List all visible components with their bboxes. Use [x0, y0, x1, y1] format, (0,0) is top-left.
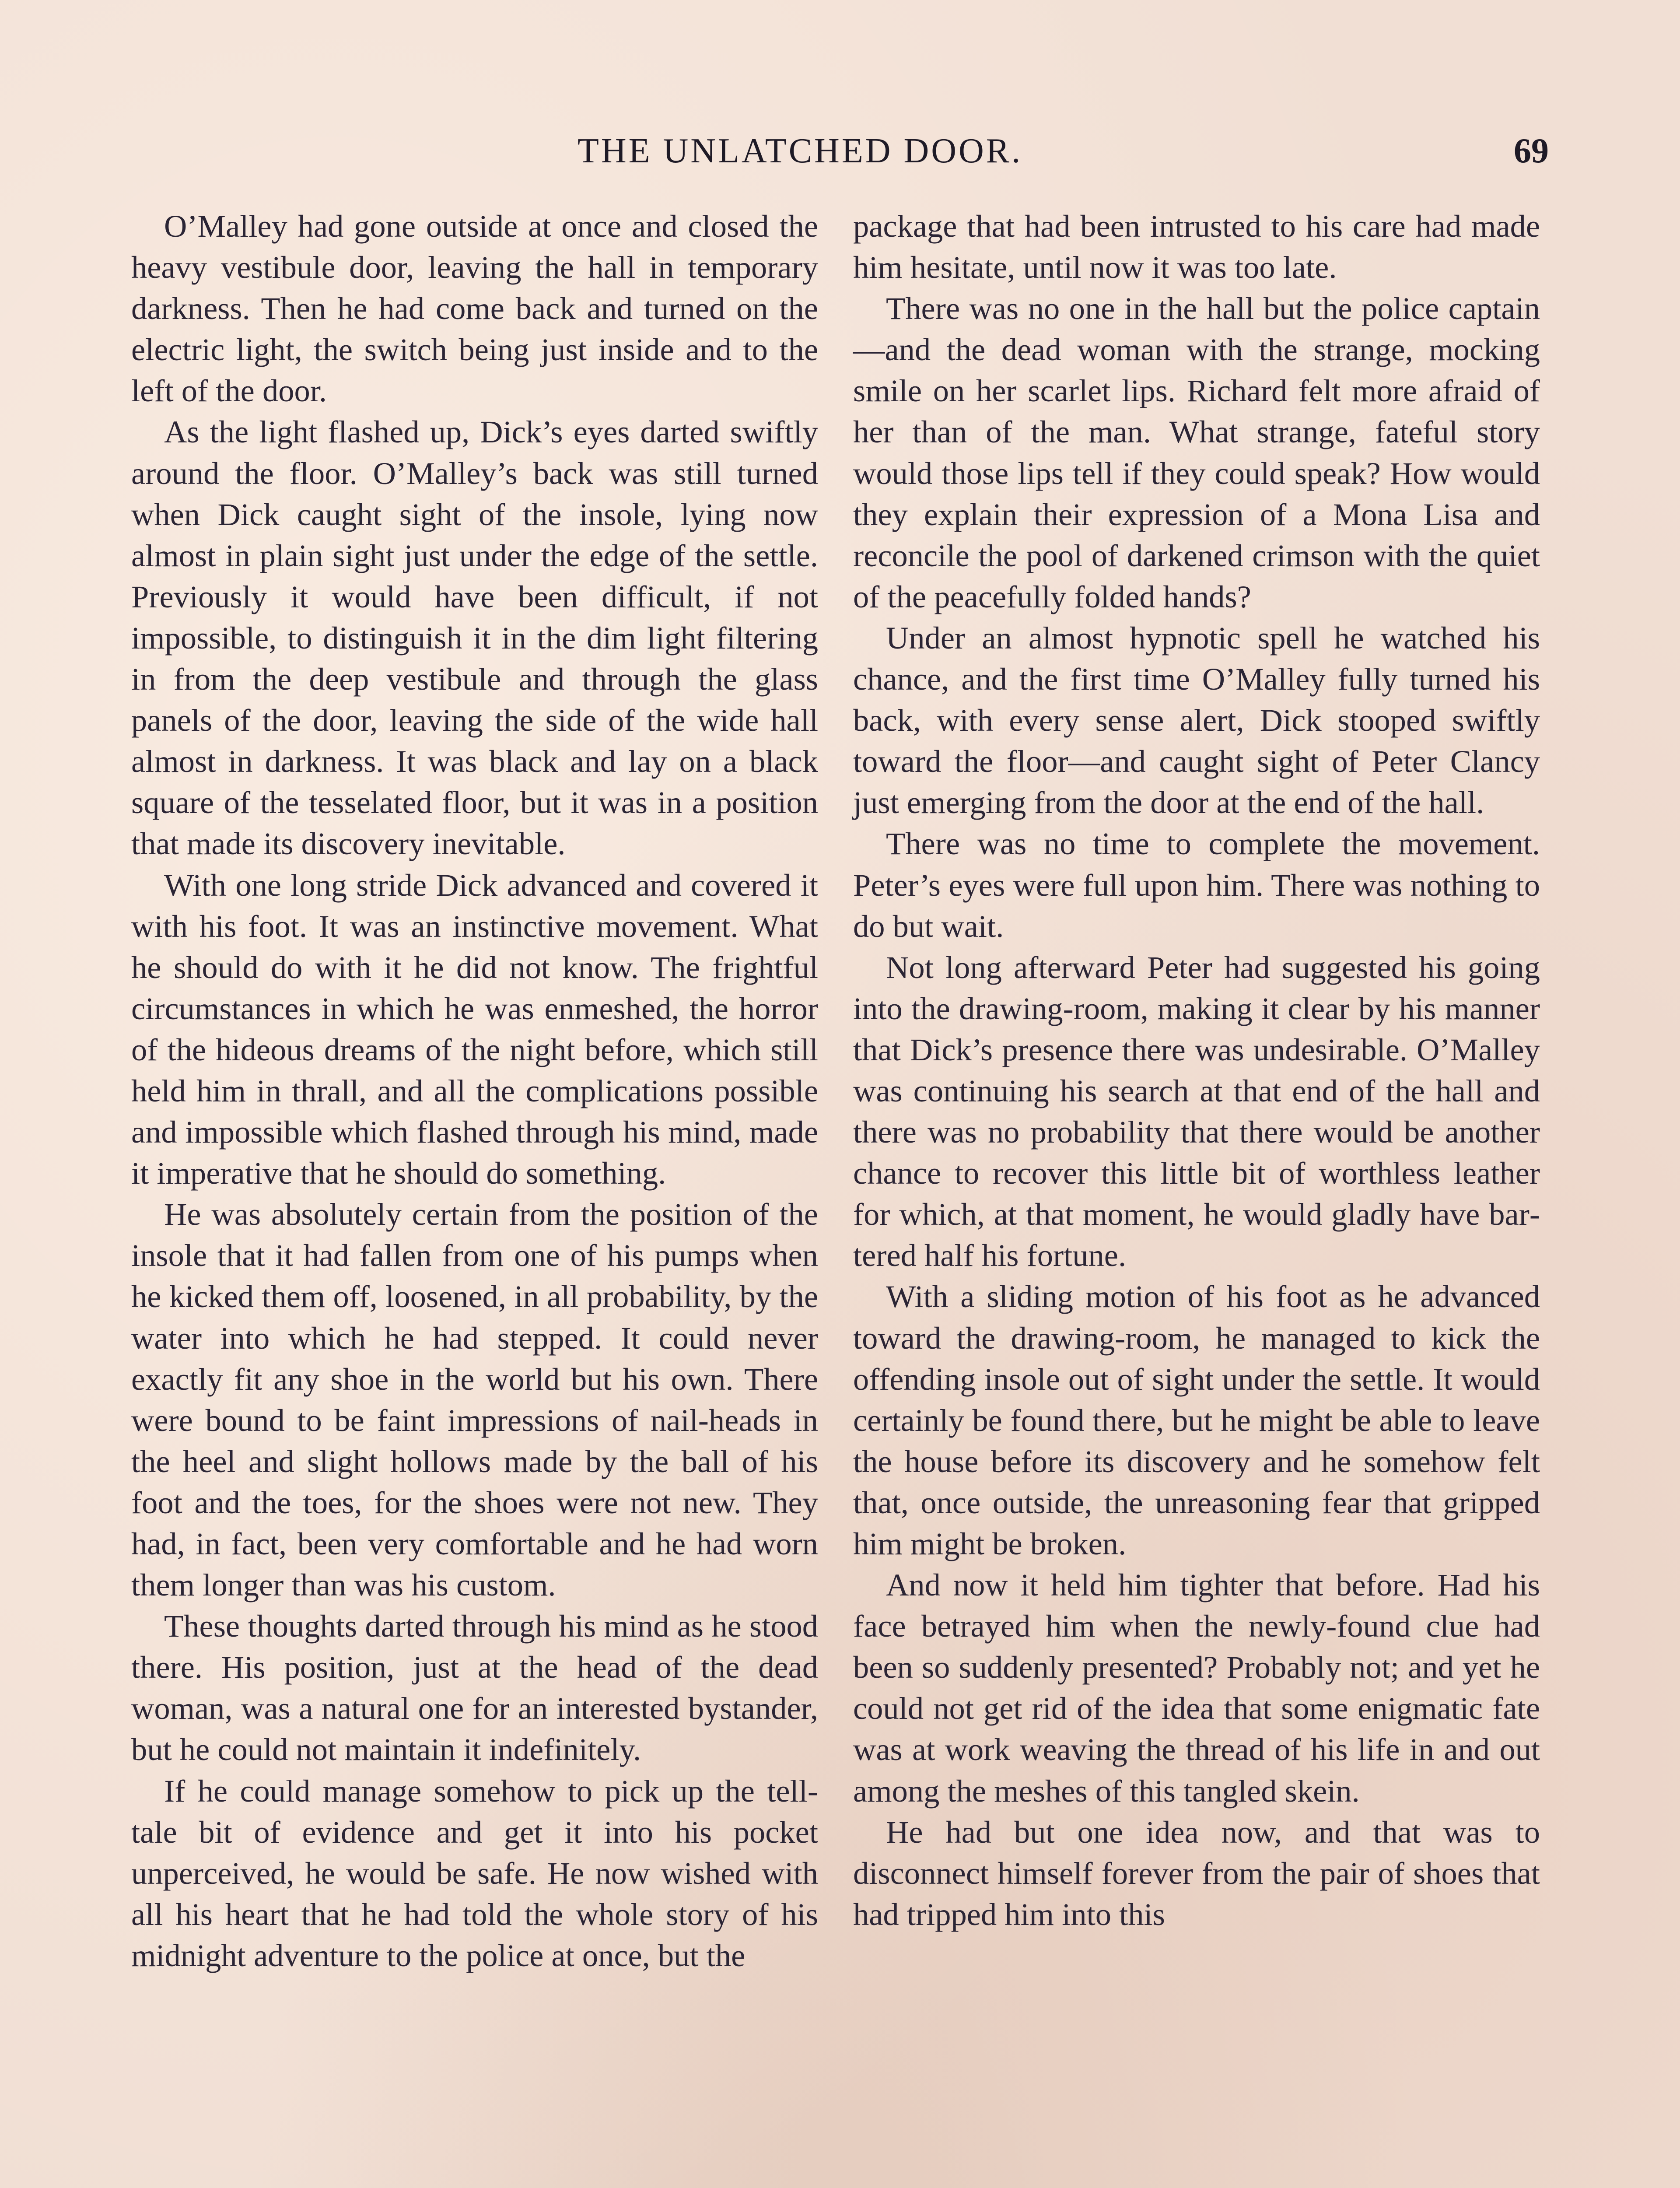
paragraph: He was absolutely certain from the position of the insole that it had fallen from one of his pumps when he kicked them off, loosened, in all probability, by the water into which he had stepped. It could never exactly fit any shoe in the world but his own. There were bound to be faint impressions of nail-heads in the heel and slight hollows made by the ball of his foot and the toes, for the shoes were not new. They had, in fact, been very comfortable and he had worn them longer than was his custom.	[131, 1196, 818, 1603]
running-head	[131, 131, 1549, 188]
paragraph: As the light flashed up, Dick’s eyes darted swiftly around the floor. O’Malley’s back was still turned when Dick caught sight of the insole, lying now almost in plain sight just under the edge of the settle. Previously it would have been difficult, if not impossible, to distinguish it in the dim light filtering in from the deep vestibule and through the glass panels of the door, leaving the side of the wide hall almost in darkness. It was black and lay on a black square of the tesselated floor, but it was in a position that made its discovery inevitable.	[131, 414, 818, 862]
paragraph: And now it held him tighter that before. Had his face betrayed him when the newly-found clue had been so suddenly presented? Probably not; and yet he could not get rid of the idea that some enigmatic fate was at work weaving the thread of his life in and out among the meshes of this tangled skein.	[853, 1567, 1540, 1809]
paragraph: With a sliding motion of his foot as he advanced toward the drawing-room, he managed to kick the offending insole out of sight under the settle. It would certainly be found there, but he might be able to leave the house before its discovery and he somehow felt that, once outside, the unreasoning fear that gripped him might be broken.	[853, 1279, 1540, 1561]
running-title: THE UNLATCHED DOOR.	[578, 132, 1023, 170]
paragraph: With one long stride Dick advanced and covered it with his foot. It was an instinctive movement. What he should do with it he did not know. The frightful circumstances in which he was enmeshed, the horror of the hideous dreams of the night before, which still held him in thrall, and all the complications possible and impossible which flashed through his mind, made it imperative that he should do something.	[131, 867, 818, 1191]
page-number: 69	[1514, 132, 1549, 170]
paragraph: If he could manage somehow to pick up the tell-tale bit of evidence and get it into his pocket unperceived, he would be safe. He now wished with all his heart that he had told the whole story of his midnight adventure to the police at once, but the	[131, 1773, 818, 1973]
paragraph: Not long afterward Peter had suggested his going into the drawing-room, making it clear by his manner that Dick’s presence there was undesirable. O’Malley was continuing his search at that end of the hall and there was no probability that there would be another chance to recover this little bit of worthless leather for which, at that moment, he would gladly have bartered half his fortune.	[853, 949, 1540, 1273]
paragraph-continued: package that had been intrusted to his care had made him hesitate, until now it was too late.	[853, 208, 1540, 285]
paragraph: O’Malley had gone outside at once and closed the heavy vestibule door, leaving the hall in temporary darkness. Then he had come back and turned on the electric light, the switch being just inside and to the left of the door.	[131, 208, 818, 409]
left-text-column	[131, 206, 818, 1976]
paragraph: There was no time to complete the movement. Peter’s eyes were full upon him. There was nothing to do but wait.	[853, 826, 1540, 944]
right-text-column	[853, 206, 1540, 1935]
paragraph: Under an almost hypnotic spell he watched his chance, and the first time O’Malley fully turned his back, with every sense alert, Dick stooped swiftly toward the floor—and caught sight of Peter Clancy just emerging from the door at the end of the hall.	[853, 620, 1540, 820]
paragraph: There was no one in the hall but the police captain—and the dead woman with the strange, mocking smile on her scarlet lips. Richard felt more afraid of her than of the man. What strange, fateful story would those lips tell if they could speak? How would they explain their expression of a Mona Lisa and reconcile the pool of darkened crimson with the quiet of the peacefully folded hands?	[853, 291, 1540, 614]
paragraph: These thoughts darted through his mind as he stood there. His position, just at the head of the dead woman, was a natural one for an interested bystander, but he could not maintain it indefinitely.	[131, 1608, 818, 1767]
paragraph: He had but one idea now, and that was to disconnect himself forever from the pair of shoes that had tripped him into this	[853, 1814, 1540, 1932]
